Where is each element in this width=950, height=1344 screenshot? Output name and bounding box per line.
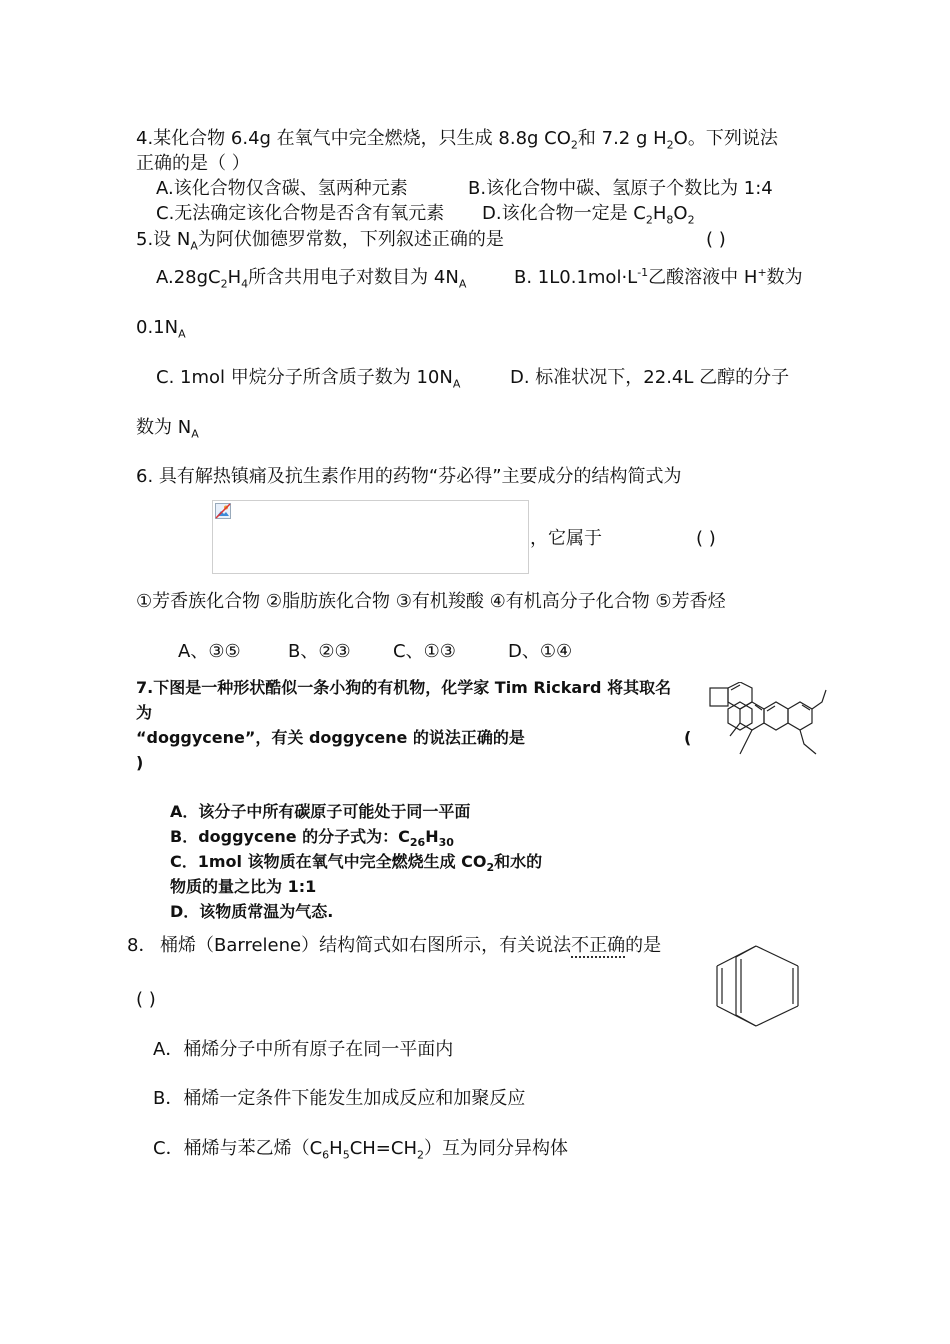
q7-option-c-continued: 物质的量之比为 1:1 bbox=[170, 877, 317, 896]
q5-option-d-continued: 数为 $N_A$ bbox=[136, 417, 199, 441]
q6-classification-items: ①芳香族化合物 ②脂肪族化合物 ③有机羧酸 ④有机高分子化合物 ⑤芳香烃 bbox=[136, 591, 726, 612]
q7-stem-line1b: 为 bbox=[136, 703, 153, 722]
q6-answer-paren: ( ) bbox=[696, 528, 716, 549]
q4-option-a: A.该化合物仅含碳、氢两种元素 bbox=[156, 178, 408, 199]
q7-paren-close: ) bbox=[136, 753, 144, 772]
q8-option-a: A．桶烯分子中所有原子在同一平面内 bbox=[153, 1039, 454, 1060]
q5-option-b-continued: $0.1N_A$ bbox=[136, 317, 186, 341]
q6-stem: 6. 具有解热镇痛及抗生素作用的药物“芬必得”主要成分的结构简式为 bbox=[136, 466, 682, 487]
q8-answer-paren: ( ) bbox=[136, 989, 156, 1010]
emphasis-dotted-text: 不正确 bbox=[571, 935, 626, 956]
q7-option-b: B．doggycene 的分子式为：$C_{26}H_{30}$ bbox=[170, 827, 454, 850]
four-ring bbox=[710, 688, 728, 706]
q7-stem-line2: “doggycene”，有关 doggycene 的说法正确的是 bbox=[136, 728, 525, 747]
q5-option-c: C. 1mol 甲烷分子所含质子数为 $10N_A$ bbox=[156, 367, 461, 391]
q5-option-b: B. $1L0.1mol\cdot L^{-1}$乙酸溶液中 H+数为 bbox=[514, 266, 803, 288]
q8-stem: 桶烯（Barrelene）结构简式如右图所示，有关说法不正确的是 bbox=[160, 935, 662, 956]
q6-option-c: C、①③ bbox=[393, 641, 456, 662]
q5-option-a: $A.28gC_2H_4$所含共用电子对数目为 $4N_A$ bbox=[156, 267, 467, 291]
q5-option-d: D. 标准状况下，22.4L 乙醇的分子 bbox=[510, 367, 790, 388]
q4-option-c: C.无法确定该化合物是否含有氧元素 bbox=[156, 203, 445, 224]
q4-option-b: B.该化合物中碳、氢原子个数比为 1:4 bbox=[468, 178, 773, 199]
barrelene-structure bbox=[712, 943, 804, 1029]
q5-answer-paren: ( ) bbox=[706, 229, 726, 250]
structure-image-placeholder bbox=[212, 500, 529, 574]
q7-option-a: A．该分子中所有碳原子可能处于同一平面 bbox=[170, 802, 471, 821]
q6-option-a: A、③⑤ bbox=[178, 641, 241, 662]
q7-option-c: C．1mol 该物质在氧气中完全燃烧生成 $CO_2$和水的 bbox=[170, 852, 543, 875]
broken-image-icon bbox=[215, 503, 231, 519]
doggycene-structure bbox=[700, 682, 840, 762]
q4-stem-line2: 正确的是（ ） bbox=[136, 153, 250, 174]
q4-option-d: D.该化合物一定是 $C_2H_8O_2$ bbox=[482, 203, 695, 227]
q7-option-d: D．该物质常温为气态. bbox=[170, 902, 334, 921]
q8-option-c: C．桶烯与苯乙烯$(C_6H_5CH=CH_2)$互为同分异构体 bbox=[153, 1138, 568, 1162]
q5-stem: 5.设 $N_A$为阿伏伽德罗常数，下列叙述正确的是 bbox=[136, 229, 504, 253]
q8-number: 8． bbox=[127, 935, 157, 956]
q4-stem-line1: 4.某化合物 6.4g 在氧气中完全燃烧，只生成 8.8g $CO_2$和 7.2 g $H_2O$。下列说法 bbox=[136, 128, 778, 152]
q8-option-b: B．桶烯一定条件下能发生加成反应和加聚反应 bbox=[153, 1088, 526, 1109]
q7-stem-line1: 7.下图是一种形状酷似一条小狗的有机物，化学家 Tim Rickard 将其取名 bbox=[136, 678, 672, 697]
q6-stem-continued: ，它属于 bbox=[530, 528, 602, 549]
q6-option-b: B、②③ bbox=[288, 641, 351, 662]
q7-paren-open: ( bbox=[684, 728, 692, 747]
q6-option-d: D、①④ bbox=[508, 641, 573, 662]
